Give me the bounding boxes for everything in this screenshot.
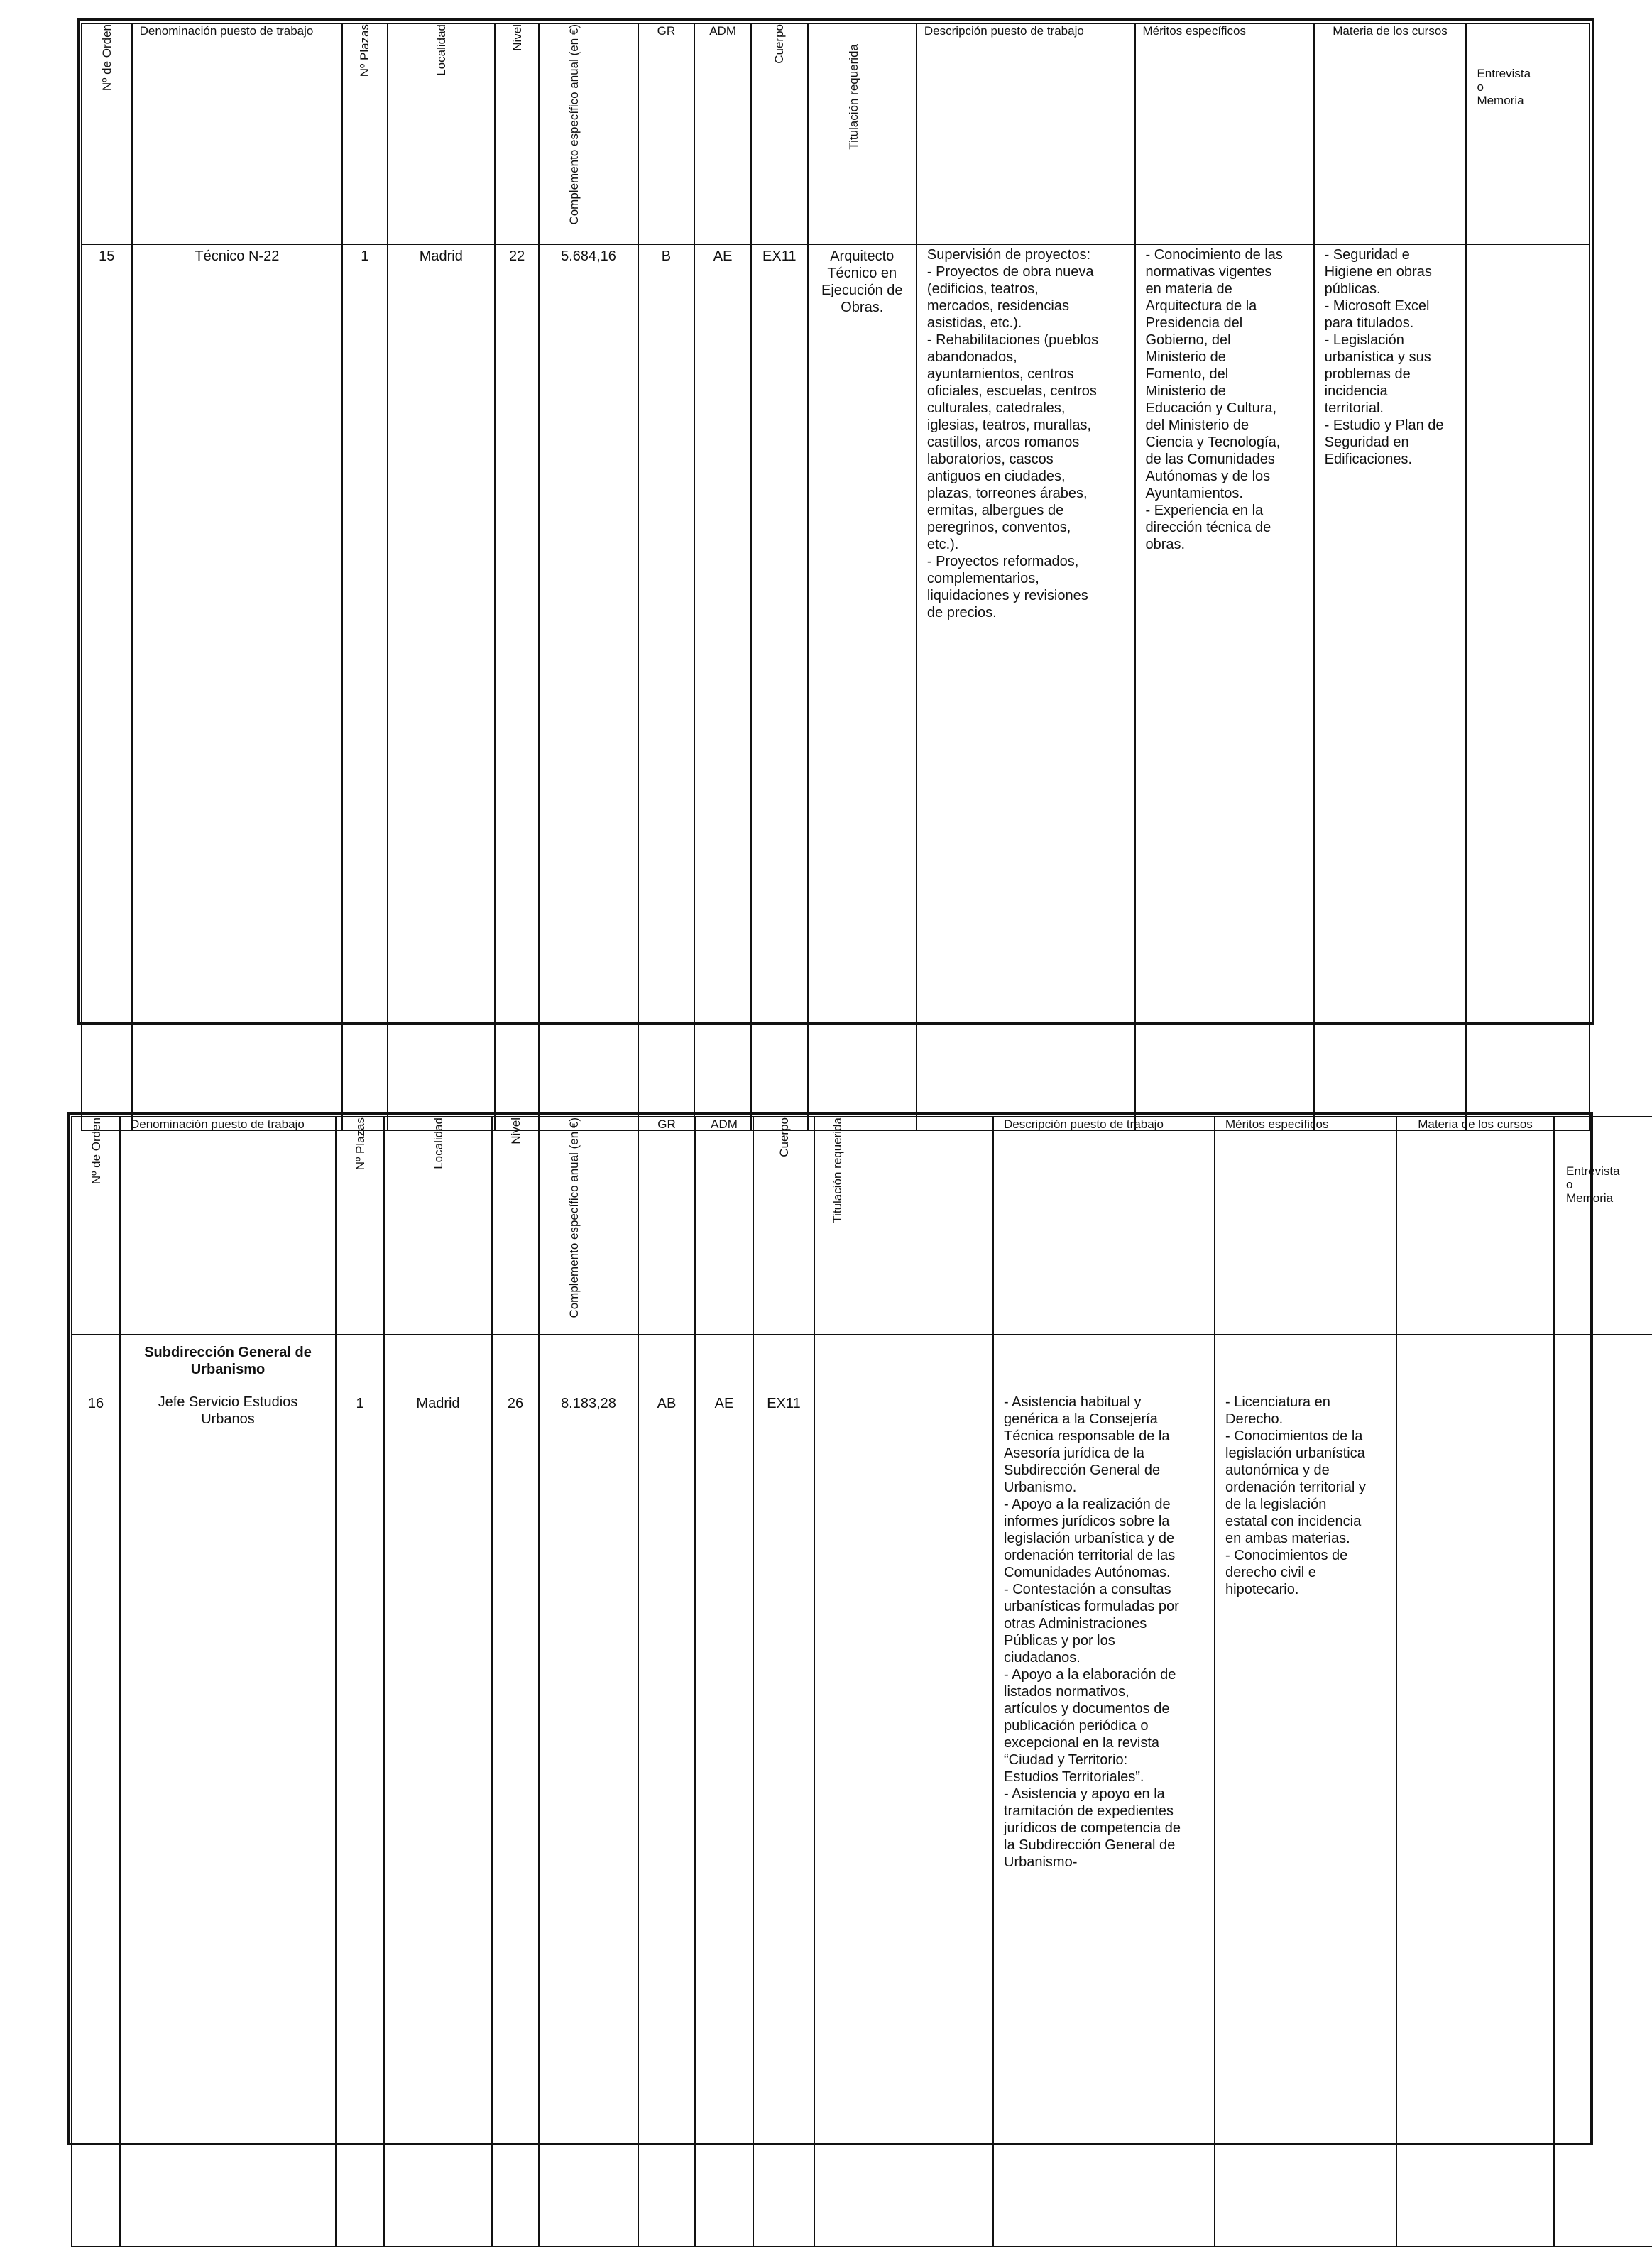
table-1-row-15 bbox=[82, 244, 1590, 1130]
job-title: Jefe Servicio Estudios Urbanos bbox=[158, 1394, 298, 1427]
cell-descripcion: Supervisión de proyectos: - Proyectos de obra nueva (edificios, teatros, mercados, residencias asistidas, etc.). - Rehabilitaciones (pueblos abandonados, ayuntamientos, centros oficiales, escuelas, centros culturales, catedrales, iglesias, teatros, murallas, castillos, arcos romanos laboratorios, cascos antiguos en ciudades, plazas, torreones árabes, ermitas, albergues de peregrinos, conventos, etc.). - Proyectos reformados, complementarios, liquidaciones y revisiones de precios. bbox=[917, 244, 1135, 1130]
cell-meritos: - Licenciatura en Derecho. - Conocimientos de la legislación urbanística autonómica y de ordenación territorial y de la legislación estatal con incidencia en ambas materias. - Conocimientos de derecho civil e hipotecario. bbox=[1215, 1335, 1396, 2246]
header-cuerpo: Cuerpo bbox=[753, 1117, 814, 1335]
header-descripcion: Descripción puesto de trabajo bbox=[917, 23, 1135, 244]
header-gr: GR bbox=[638, 1117, 695, 1335]
header-denominacion: Denominación puesto de trabajo bbox=[132, 23, 343, 244]
header-adm: ADM bbox=[694, 23, 751, 244]
header-localidad: Localidad bbox=[388, 23, 495, 244]
header-materia: Materia de los cursos bbox=[1396, 1117, 1554, 1335]
job-table-2 bbox=[71, 1116, 1652, 2247]
header-entrevista: Entrevista o Memoria bbox=[1466, 23, 1590, 244]
header-complemento: Complemento específico anual (en €) bbox=[539, 1117, 638, 1335]
header-orden: Nº de Orden bbox=[82, 23, 132, 244]
cell-cuerpo: EX11 bbox=[751, 244, 808, 1130]
cell-localidad: Madrid bbox=[384, 1335, 492, 2246]
header-titulacion: Titulación requerida bbox=[808, 23, 917, 244]
header-meritos: Méritos específicos bbox=[1135, 23, 1314, 244]
job-table-1 bbox=[81, 23, 1590, 1131]
header-nivel: Nivel bbox=[492, 1117, 539, 1335]
header-gr: GR bbox=[638, 23, 695, 244]
header-meritos: Méritos específicos bbox=[1215, 1117, 1396, 1335]
cell-gr: B bbox=[638, 244, 695, 1130]
cell-complemento: 5.684,16 bbox=[539, 244, 638, 1130]
cell-adm: AE bbox=[694, 244, 751, 1130]
cell-meritos: - Conocimiento de las normativas vigentes en materia de Arquitectura de la Presidencia del Gobierno, del Ministerio de Fomento, del Ministerio de Educación y Cultura, del Ministerio de Ciencia y Tecnología, de las Comunidades Autónomas y de los Ayuntamientos. - Experiencia en la dirección técnica de obras. bbox=[1135, 244, 1314, 1130]
cell-orden: 15 bbox=[82, 244, 132, 1130]
header-nivel: Nivel bbox=[495, 23, 540, 244]
cell-plazas: 1 bbox=[336, 1335, 384, 2246]
cell-entrevista bbox=[1554, 1335, 1652, 2246]
header-plazas: Nº Plazas bbox=[342, 23, 388, 244]
header-cuerpo: Cuerpo bbox=[751, 23, 808, 244]
section-title: Subdirección General de Urbanismo bbox=[144, 1344, 312, 1377]
cell-titulacion bbox=[814, 1335, 993, 2246]
header-descripcion: Descripción puesto de trabajo bbox=[993, 1117, 1215, 1335]
cell-materia: - Seguridad e Higiene en obras públicas. - Microsoft Excel para titulados. - Legislación urbanística y sus problemas de incidencia territorial. - Estudio y Plan de Seguridad en Edificaciones. bbox=[1314, 244, 1467, 1130]
cell-descripcion: - Asistencia habitual y genérica a la Consejería Técnica responsable de la Asesoría jurídica de la Subdirección General de Urbanismo. - Apoyo a la realización de informes jurídicos sobre la legislación urbanística y de ordenación territorial de las Comunidades Autónomas. - Contestación a consultas urbanísticas formuladas por otras Administraciones Públicas y por los ciudadanos. - Apoyo a la elaboración de listados normativos, artículos y documentos de publicación periódica o excepcional en la revista “Ciudad y Territorio: Estudios Territoriales”. - Asistencia y apoyo en la tramitación de expedientes jurídicos de competencia de la Subdirección General de Urbanismo- bbox=[993, 1335, 1215, 2246]
header-adm: ADM bbox=[695, 1117, 753, 1335]
cell-adm: AE bbox=[695, 1335, 753, 2246]
cell-orden: 16 bbox=[72, 1335, 120, 2246]
cell-entrevista bbox=[1466, 244, 1590, 1130]
header-orden: Nº de Orden bbox=[72, 1117, 120, 1335]
header-complemento: Complemento específico anual (en €) bbox=[539, 23, 638, 244]
cell-cuerpo: EX11 bbox=[753, 1335, 814, 2246]
cell-titulacion: Arquitecto Técnico en Ejecución de Obras. bbox=[808, 244, 917, 1130]
cell-materia bbox=[1396, 1335, 1554, 2246]
header-localidad: Localidad bbox=[384, 1117, 492, 1335]
header-titulacion: Titulación requerida bbox=[814, 1117, 993, 1335]
header-plazas: Nº Plazas bbox=[336, 1117, 384, 1335]
cell-complemento: 8.183,28 bbox=[539, 1335, 638, 2246]
cell-localidad: Madrid bbox=[388, 244, 495, 1130]
cell-denominacion: Técnico N-22 bbox=[132, 244, 343, 1130]
cell-plazas: 1 bbox=[342, 244, 388, 1130]
cell-gr: AB bbox=[638, 1335, 695, 2246]
header-materia: Materia de los cursos bbox=[1314, 23, 1467, 244]
table-2-header-row bbox=[72, 1117, 1652, 1335]
cell-nivel: 22 bbox=[495, 244, 540, 1130]
table-1-header-row bbox=[82, 23, 1590, 244]
table-2-row-16 bbox=[72, 1335, 1652, 2246]
cell-nivel: 26 bbox=[492, 1335, 539, 2246]
header-denominacion: Denominación puesto de trabajo bbox=[120, 1117, 336, 1335]
header-entrevista: Entrevista o Memoria bbox=[1554, 1117, 1652, 1335]
cell-denominacion bbox=[120, 1335, 336, 2246]
